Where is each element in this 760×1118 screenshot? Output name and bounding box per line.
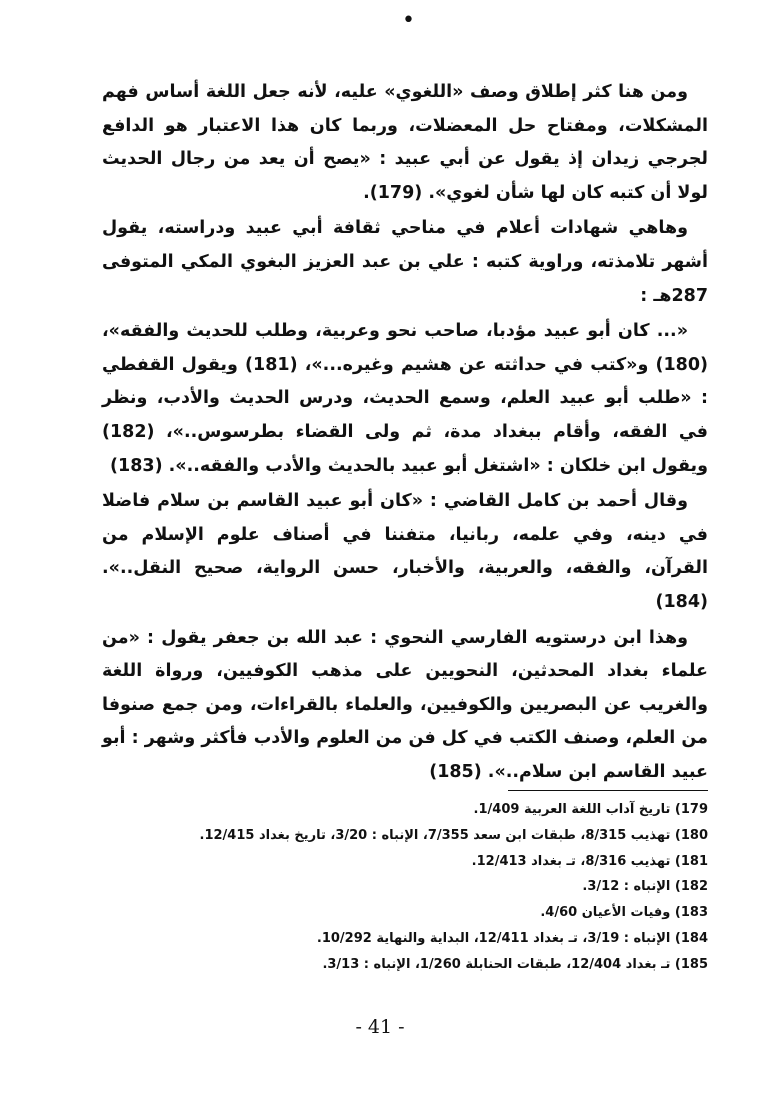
main-text [102,76,708,789]
footnote-divider [508,790,708,791]
footnote-181: 181) تهذيب 8/316، تـ بغداد 12/413. [471,853,708,869]
page-number: - 41 - [355,1016,405,1038]
paragraph-3: «... كان أبو عبيد مؤدبا، صاحب نحو وعربية، وطلب للحديث والفقه»، (180) و«كتب في حداثته عن هشيم وغيره...»، (181) ويقول القفطي : «طلب أبو عبيد العلم، وسمع الحديث، ودرس الحديث والأدب، ونظر في الفقه، وأقام ببغداد مدة، ثم ولى القضاء بطرسوس..»، (182) ويقول ابن خلكان : «اشتغل أبو عبيد بالحديث والأدب والفقه..». (183) [102,321,709,476]
footnote-180: 180) تهذيب 8/315، طبقات ابن سعد 7/355، الإنباه : 3/20، تاريخ بغداد 12/415. [199,827,708,843]
footnote-182: 182) الإنباه : 3/12. [582,879,708,895]
footnote-185: 185) تـ بغداد 12/404، طبقات الحنابلة 1/260، الإنباه : 3/13. [322,956,708,972]
paragraph-5: وهذا ابن درستويه الفارسي النحوي : عبد الله بن جعفر يقول : «من علماء بغداد المحدثين، النحويين على مذهب الكوفيين، ورواة اللغة والغريب عن البصريين والكوفيين، والعلماء بالقراءات، ومن جمع صنوفا من العلم، وصنف الكتب في كل فن من العلوم والأدب فأكثر وشهر : أبو عبيد القاسم ابن سلام..». (185) [102,627,708,782]
paragraph-4: وقال أحمد بن كامل القاضي : «كان أبو عبيد القاسم بن سلام فاضلا في دينه، وفي علمه، ربانيا، متفننا في أصناف علوم الإسلام من القرآن، والفقه، والعربية، والأخبار، حسن الرواية، صحيح النقل..». (184) [102,491,708,612]
footnote-179: 179) تاريخ آداب اللغة العربية 1/409. [473,802,708,817]
paragraph-1: ومن هنا كثر إطلاق وصف «اللغوي» عليه، لأنه جعل اللغة أساس فهم المشكلات، ومفتاح حل المعضلات، وربما كان هذا الاعتبار هو الدافع لجرجي زيدان إذ يقول عن أبي عبيد : «يصح أن يعد من رجال الحديث لولا أن كتبه كان لها شأن لغوي». (179). [102,82,708,203]
top-mark: • [402,8,415,33]
footnote-183: 183) وفيات الأعيان 4/60. [540,905,708,921]
footnotes [140,797,708,978]
footnote-184: 184) الإنباه : 3/19، تـ بغداد 12/411، البداية والنهاية 10/292. [316,930,708,946]
paragraph-2: وهاهي شهادات أعلام في مناحي ثقافة أبي عبيد ودراسته، يقول أشهر تلامذته، وراوية كتبه : علي بن عبد العزيز البغوي المكي المتوفى 287هـ : [102,218,708,306]
